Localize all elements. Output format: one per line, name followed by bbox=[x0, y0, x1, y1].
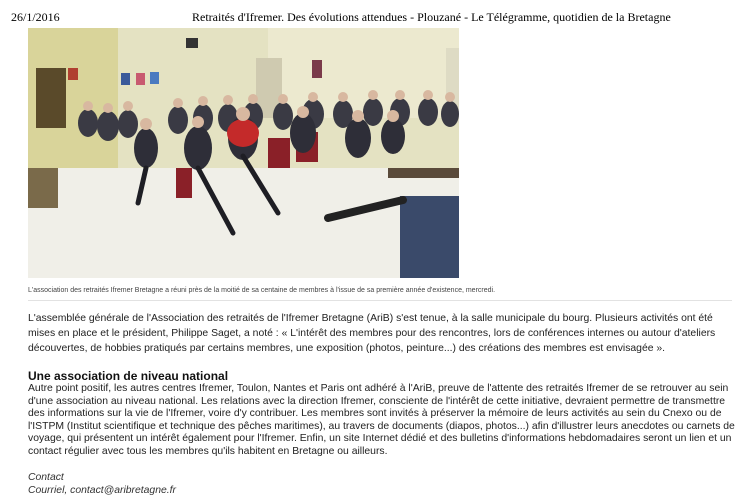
contact-label: Contact bbox=[28, 472, 64, 483]
article-body: Autre point positif, les autres centres Ifremer, Toulon, Nantes et Paris ont adhéré à l'AriB, preuve de l'attente des retraités Ifremer de se retrouver au sein d'une association au niveau national. Les relations avec la direction Ifremer, consciente de l'intérêt de cette initiative, devraient permettre de transmettre des informations sur la vie de l'Ifremer, voire d'y contribuer. Les membres sont invités à préserver la mémoire de leurs activités au sein du Cnexo ou de l'ISTPM (Institut scientifique et technique des pêches maritimes), au travers de documents (diapos, photos...) afin d'illustrer leurs anecdotes ou carnets de voyage, qui présentent un intérêt également pour l'Ifremer. Enfin, un site Internet dédié et des bulletins d'informations hebdomadaires seront un lien et un contact régulier avec tous les membres qu'ils habitent en Bretagne ou ailleurs. bbox=[28, 383, 735, 457]
article-photo bbox=[28, 28, 459, 278]
article-subheading: Une association de niveau national bbox=[28, 369, 229, 383]
meeting-room-illustration bbox=[28, 28, 459, 278]
print-date: 26/1/2016 bbox=[11, 10, 60, 24]
page-title: Retraités d'Ifremer. Des évolutions attendues - Plouzané - Le Télégramme, quotidien de la Bretagne bbox=[192, 10, 671, 24]
photo-caption: L'association des retraités Ifremer Bretagne a réuni près de la moitié de sa centaine de membres à l'issue de sa première année d'existence, mercredi. bbox=[28, 287, 496, 294]
contact-block bbox=[28, 471, 176, 497]
divider bbox=[28, 300, 732, 301]
contact-email[interactable]: Courriel, contact@aribretagne.fr bbox=[28, 485, 177, 496]
page-header bbox=[0, 8, 744, 24]
article-intro: L'assemblée générale de l'Association des retraités de l'Ifremer Bretagne (AriB) s'est tenue, à la salle municipale du bourg. Plusieurs activités ont été mises en place et le président, Philippe Saget, a noté : « L'intérêt des membres pour des rencontres, lors de conférences internes ou autour d'ateliers découvertes, de hobbies pratiqués par certains membres, une exposition (photos, peinture...) des créations des membres est envisagée ». bbox=[28, 313, 716, 354]
